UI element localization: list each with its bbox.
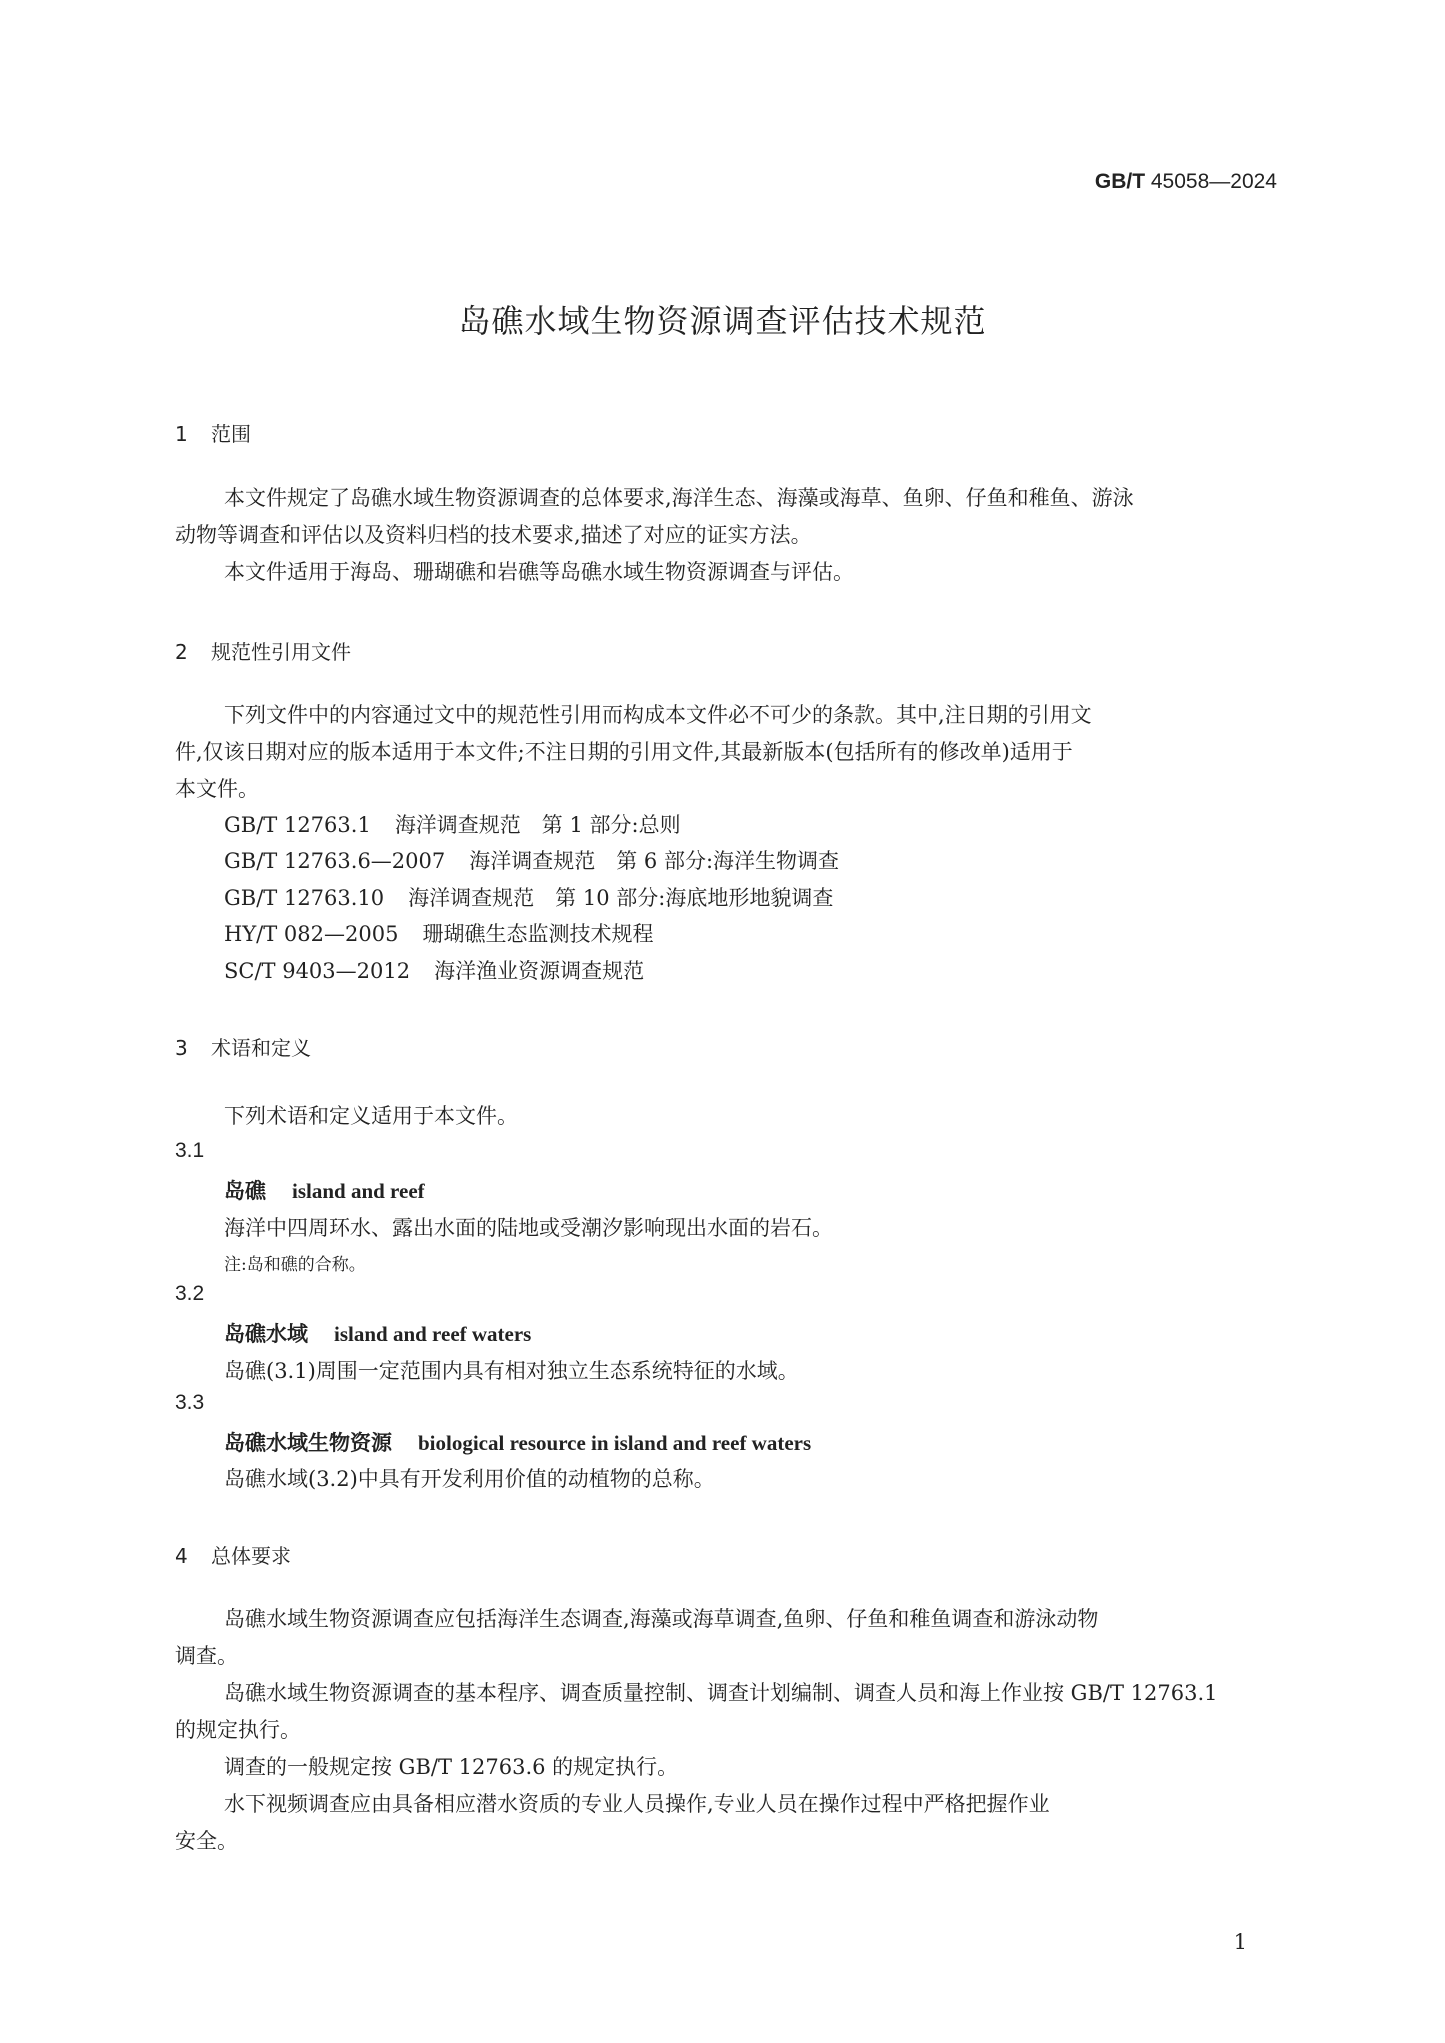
normative-reference	[224, 809, 681, 839]
section-3-intro: 下列术语和定义适用于本文件。	[224, 1104, 518, 1128]
normative-reference	[224, 955, 644, 985]
text-line: 水下视频调查应由具备相应潜水资质的专业人员操作,专业人员在操作过程中严格把握作业	[224, 1792, 1050, 1816]
reference-title: 海洋调查规范 第 6 部分:海洋生物调查	[469, 849, 840, 873]
term-en: island and reef waters	[334, 1322, 532, 1346]
reference-code: GB/T 12763.10	[224, 886, 385, 910]
text-line: 本文件。	[175, 777, 259, 801]
section-2-paragraph-1	[175, 697, 1275, 808]
reference-code: GB/T 12763.6—2007	[224, 849, 446, 873]
section-4-paragraphs	[175, 1601, 1275, 1860]
section-title: 规范性引用文件	[211, 640, 351, 664]
term-zh: 岛礁	[224, 1178, 266, 1203]
text-line: 岛礁水域生物资源调查的基本程序、调查质量控制、调查计划编制、调查人员和海上作业按 GB/T 12763.1	[224, 1681, 1218, 1705]
term-heading	[224, 1175, 425, 1205]
term-number: 3.1	[175, 1139, 205, 1162]
section-number: 1	[175, 422, 188, 446]
section-number: 4	[175, 1544, 188, 1568]
reference-code: HY/T 082—2005	[224, 922, 399, 946]
term-zh: 岛礁水域生物资源	[224, 1430, 392, 1455]
normative-reference	[224, 882, 833, 912]
term-heading	[224, 1318, 531, 1348]
term-definition: 海洋中四周环水、露出水面的陆地或受潮汐影响现出水面的岩石。	[224, 1216, 833, 1240]
reference-title: 海洋调查规范 第 1 部分:总则	[394, 813, 681, 837]
normative-reference	[224, 918, 653, 948]
term-en: island and reef	[292, 1179, 425, 1203]
reference-title: 海洋渔业资源调查规范	[434, 959, 645, 983]
standard-code	[1095, 170, 1277, 194]
page-number: 1	[1233, 1930, 1247, 1954]
section-title: 总体要求	[211, 1544, 291, 1568]
standard-code-number: 45058—2024	[1150, 170, 1277, 193]
section-2-heading	[175, 636, 351, 665]
text-line: 本文件适用于海岛、珊瑚礁和岩礁等岛礁水域生物资源调查与评估。	[224, 560, 854, 584]
reference-title: 珊瑚礁生态监测技术规程	[422, 922, 654, 946]
section-title: 范围	[211, 422, 251, 446]
term-en: biological resource in island and reef waters	[418, 1431, 812, 1455]
text-line: 调查的一般规定按 GB/T 12763.6 的规定执行。	[224, 1755, 679, 1779]
term-heading	[224, 1427, 811, 1457]
section-number: 2	[175, 640, 188, 664]
term-number: 3.2	[175, 1282, 205, 1305]
text-line: 安全。	[175, 1829, 238, 1853]
term-number: 3.3	[175, 1391, 205, 1414]
text-line: 岛礁水域生物资源调查应包括海洋生态调查,海藻或海草调查,鱼卵、仔鱼和稚鱼调查和游泳动物	[224, 1607, 1099, 1631]
reference-code: SC/T 9403—2012	[224, 959, 411, 983]
reference-title: 海洋调查规范 第 10 部分:海底地形地貌调查	[408, 886, 834, 910]
text-line: 调查。	[175, 1644, 238, 1668]
section-4-heading	[175, 1540, 291, 1569]
document-title: 岛礁水域生物资源调查评估技术规范	[458, 302, 987, 340]
section-3-heading	[175, 1032, 311, 1061]
term-definition: 岛礁(3.1)周围一定范围内具有相对独立生态系统特征的水域。	[224, 1359, 799, 1383]
section-number: 3	[175, 1036, 188, 1060]
standard-code-prefix: GB/T	[1094, 170, 1146, 193]
text-line: 件,仅该日期对应的版本适用于本文件;不注日期的引用文件,其最新版本(包括所有的修改单)适用于	[175, 740, 1073, 764]
text-line: 下列文件中的内容通过文中的规范性引用而构成本文件必不可少的条款。其中,注日期的引用文	[224, 703, 1092, 727]
normative-reference	[224, 845, 839, 875]
section-title: 术语和定义	[211, 1036, 311, 1060]
section-1-heading	[175, 418, 251, 447]
term-zh: 岛礁水域	[224, 1321, 308, 1346]
reference-code: GB/T 12763.1	[224, 813, 371, 837]
term-note: 注:岛和礁的合称。	[224, 1255, 366, 1275]
term-definition: 岛礁水域(3.2)中具有开发利用价值的动植物的总称。	[224, 1467, 715, 1491]
text-line: 的规定执行。	[175, 1718, 301, 1742]
text-line: 本文件规定了岛礁水域生物资源调查的总体要求,海洋生态、海藻或海草、鱼卵、仔鱼和稚鱼、游泳	[224, 486, 1134, 510]
section-1-paragraph-1	[175, 480, 1275, 591]
text-line: 动物等调查和评估以及资料归档的技术要求,描述了对应的证实方法。	[175, 523, 812, 547]
